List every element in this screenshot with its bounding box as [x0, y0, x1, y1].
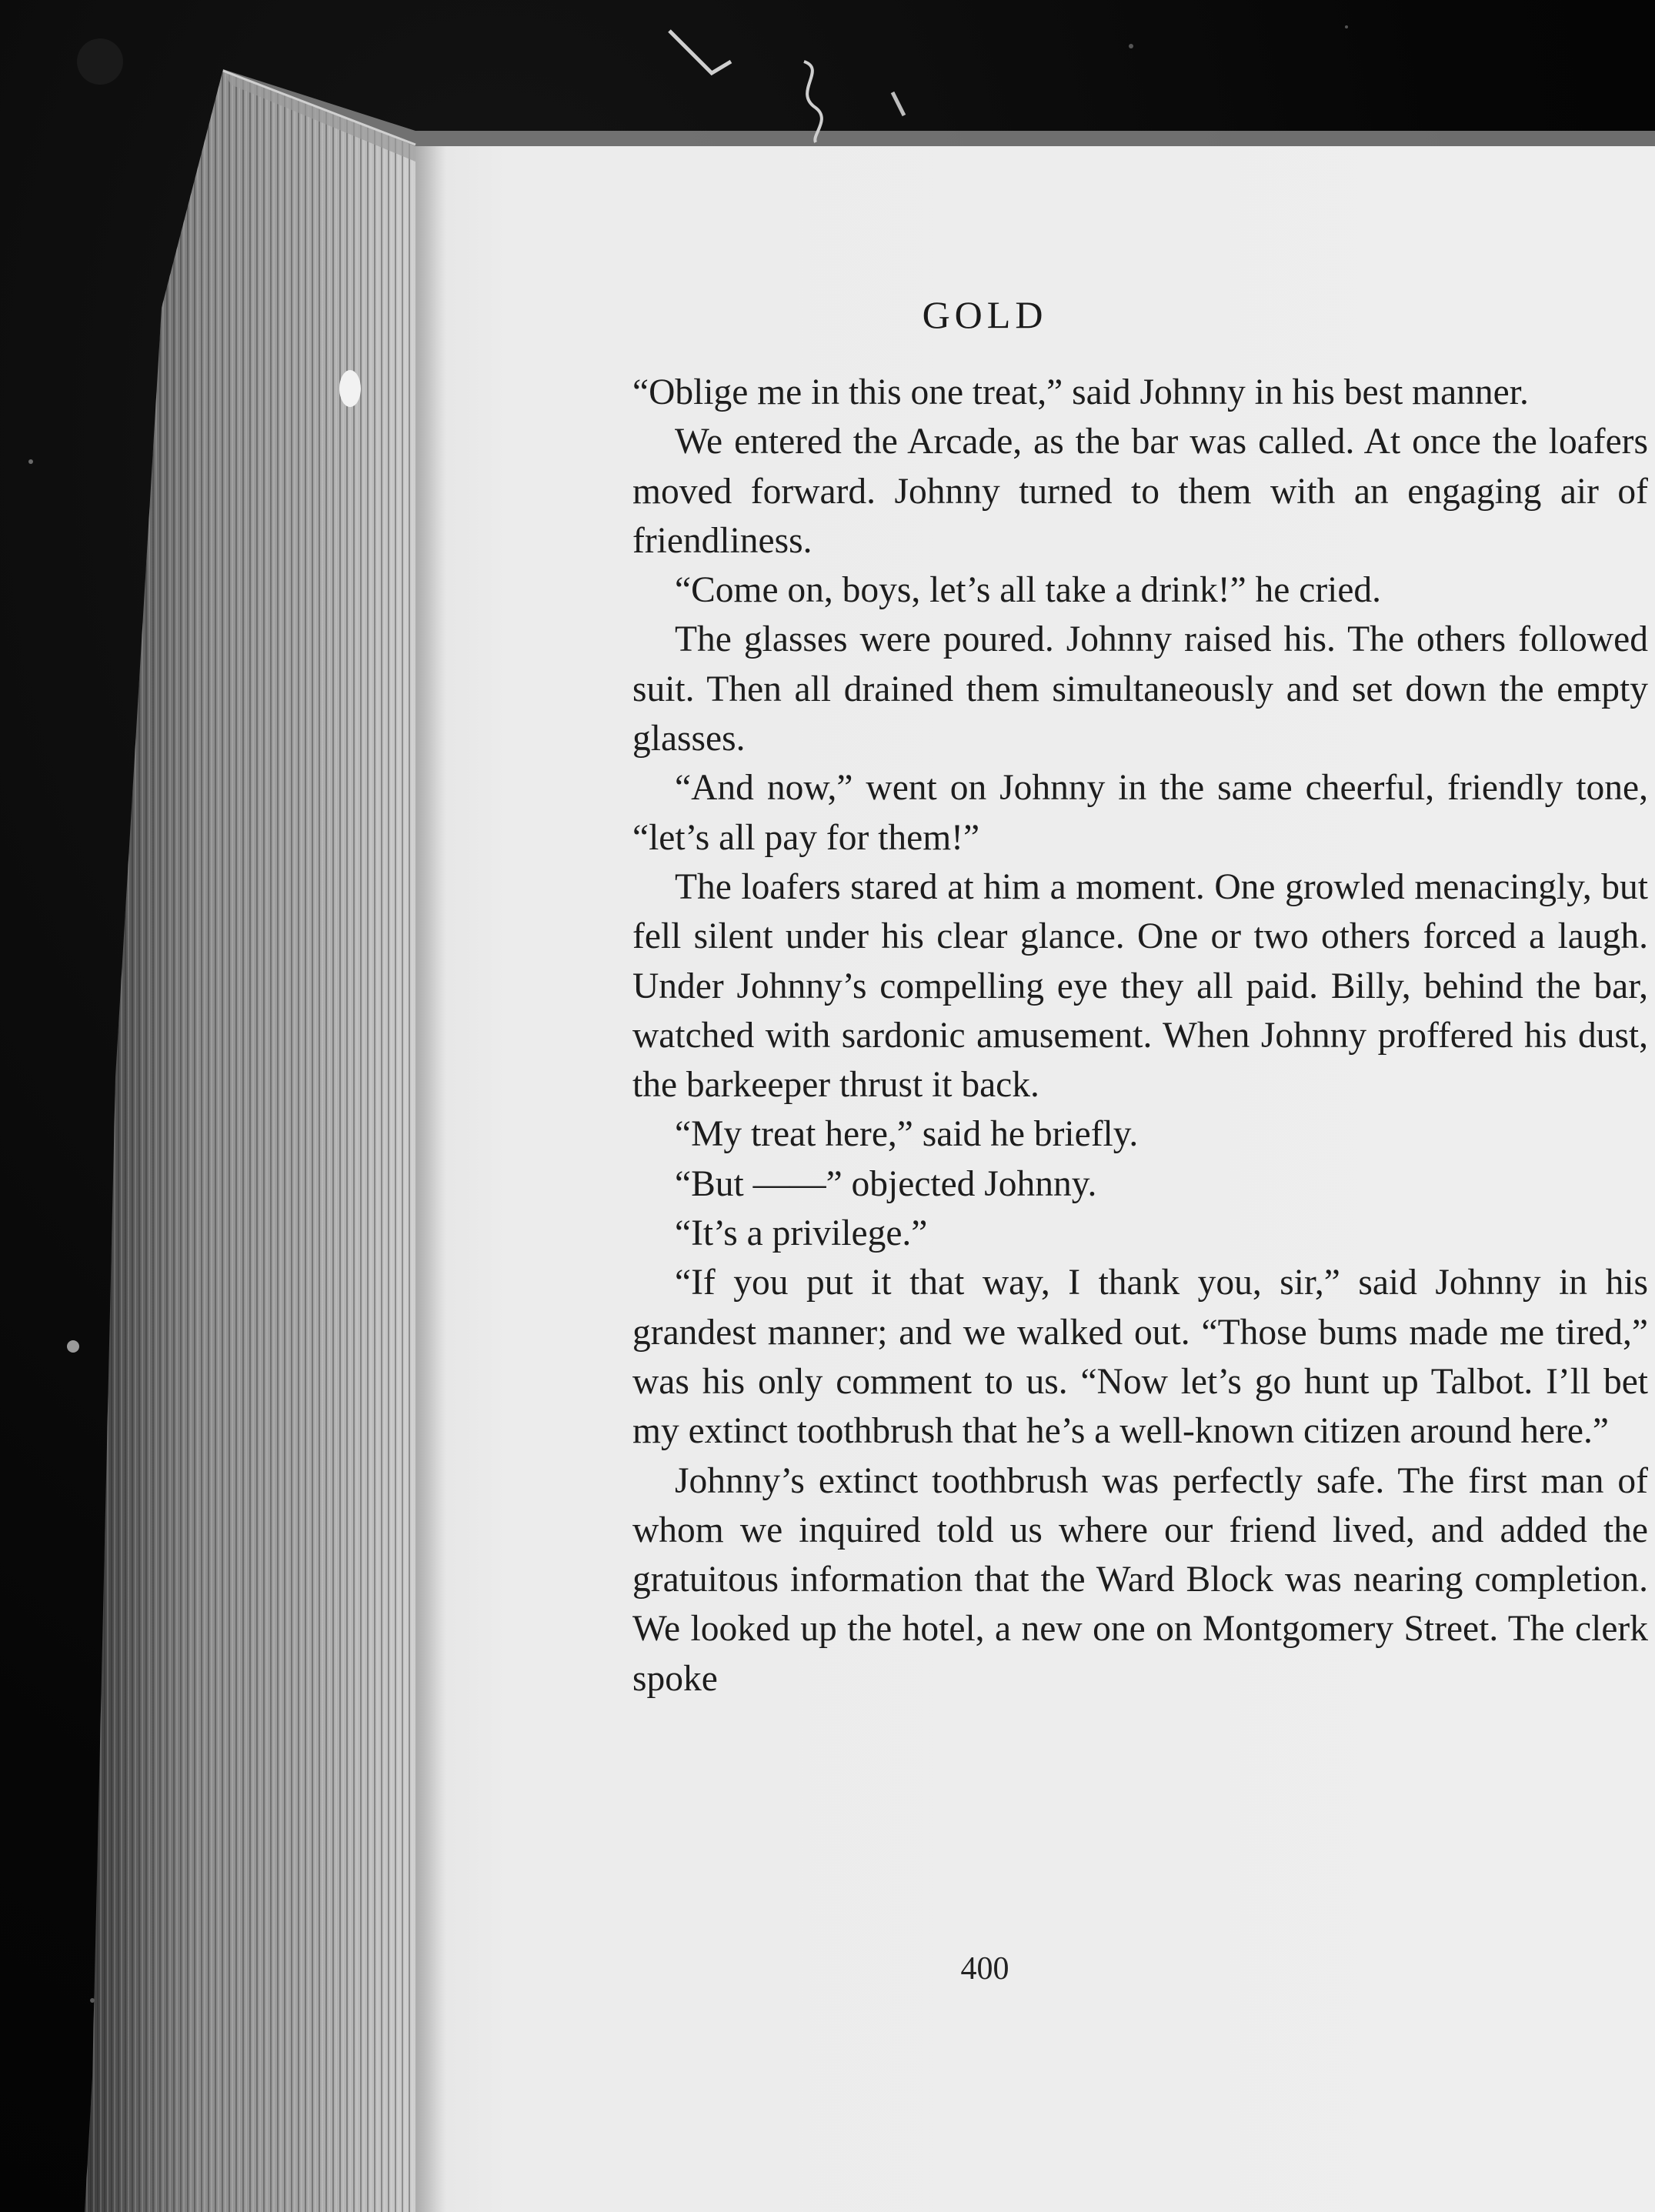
running-head: GOLD	[922, 293, 1048, 336]
paragraph: “My treat here,” said he briefly.	[675, 1114, 1139, 1155]
paragraph: We entered the Arcade, as the bar was called. At once the loafers moved forward. Johnny turned to them with an engaging air of friendliness.	[632, 422, 1648, 561]
gutter-shadow	[415, 146, 446, 2212]
paragraph: “But ——” objected Johnny.	[675, 1163, 1097, 1204]
page-body	[632, 368, 1648, 1703]
paragraph: “Come on, boys, let’s all take a drink!” he cried.	[675, 570, 1382, 611]
paragraph: The loafers stared at him a moment. One growled menacingly, but fell silent under his clear glance. One or two others forced a laugh. Under Johnny’s compelling eye they all paid. Billy, behind the bar, watched with sardonic amusement. When Johnny proffered his dust, the barkeeper thrust it back.	[632, 866, 1648, 1106]
book-page	[415, 146, 1655, 2212]
page-number: 400	[960, 1951, 1009, 1987]
paragraph: The glasses were poured. Johnny raised his. The others followed suit. Then all drained them simultaneously and set down the empty glasses.	[632, 619, 1648, 759]
paragraph: “It’s a privilege.”	[675, 1213, 928, 1254]
paragraph: “If you put it that way, I thank you, sir,” said Johnny in his grandest manner; and we walked out. “Those bums made me tired,” was his only comment to us. “Now let’s go hunt up Talbot. I’ll bet my extinct toothbrush that he’s a well-known citizen around here.”	[632, 1263, 1648, 1452]
paragraph: Johnny’s extinct toothbrush was perfectly safe. The first man of whom we inquired told us where our friend lived, and added the gratuitous information that the Ward Block was nearing completion. We looked up the hotel, a new one on Montgomery Street. The clerk spoke	[632, 1460, 1648, 1699]
paragraph: “Oblige me in this one treat,” said Johnny in his best manner.	[632, 372, 1529, 412]
paragraph: “And now,” went on Johnny in the same cheerful, friendly tone, “let’s all pay for them!”	[632, 768, 1648, 858]
